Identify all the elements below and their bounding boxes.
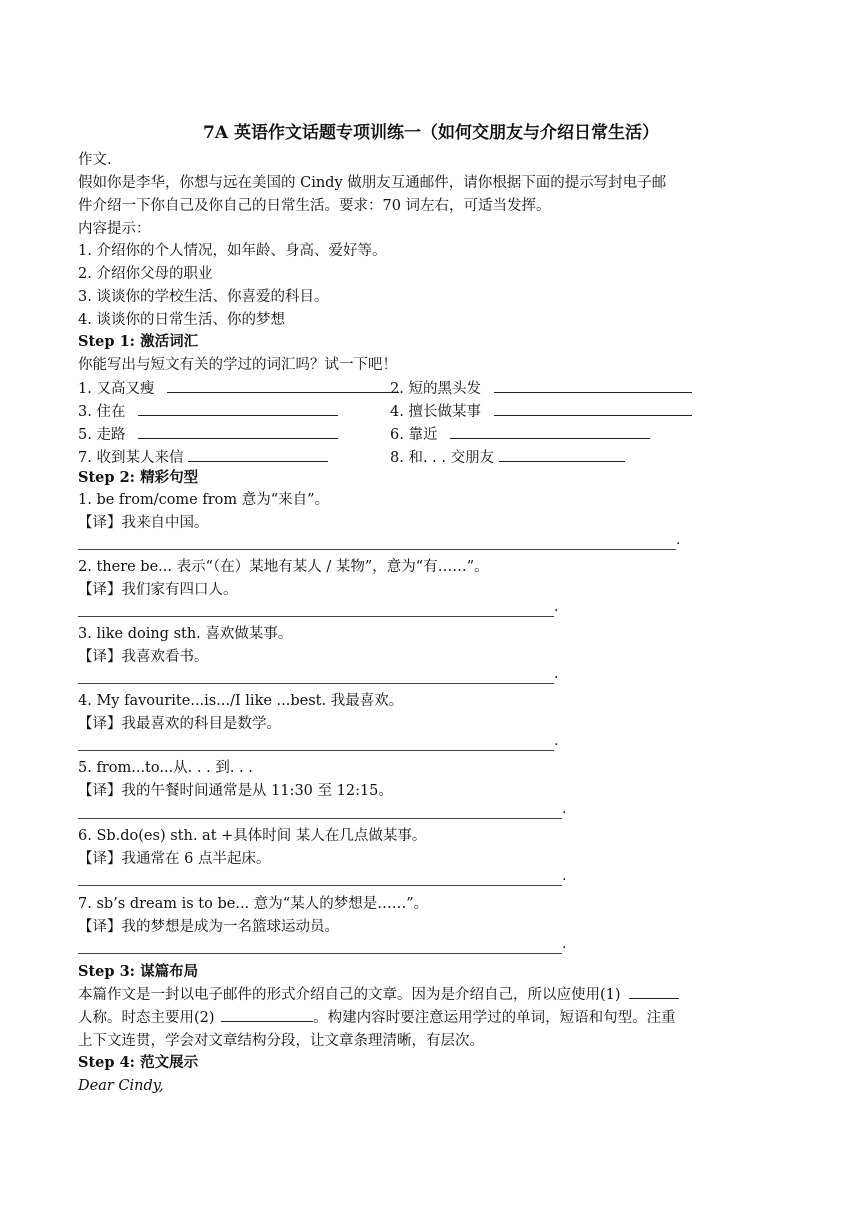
vocab-item-8 [390, 446, 625, 467]
pattern-translation: 【译】我的梦想是成为一名篮球运动员。 [78, 919, 339, 935]
vocab-blank[interactable] [138, 401, 338, 416]
letter-greeting: Dear Cindy, [78, 1078, 164, 1094]
fill-blank-1[interactable] [629, 984, 679, 999]
period-mark: . [562, 868, 567, 884]
answer-line[interactable] [78, 683, 554, 684]
step1-question: 你能写出与短文有关的学过的词汇吗？试一下吧！ [78, 357, 397, 373]
fill-blank-2[interactable] [221, 1007, 313, 1022]
pattern-item: 5. from...to...从. . . 到. . . [78, 760, 253, 776]
vocab-blank[interactable] [494, 378, 692, 393]
vocab-blank[interactable] [138, 424, 338, 439]
step3-text: 本篇作文是一封以电子邮件的形式介绍自己的文章。因为是介绍自己，所以应使用(1) [78, 987, 621, 1003]
hint-item: 3. 谈谈你的学校生活、你喜爱的科目。 [78, 289, 329, 305]
hints-label: 内容提示： [78, 221, 151, 237]
pattern-translation: 【译】我最喜欢的科目是数学。 [78, 716, 281, 732]
hint-item: 2. 介绍你父母的职业 [78, 266, 213, 282]
vocab-blank[interactable] [494, 401, 692, 416]
vocab-label: 5. 走路 [78, 427, 126, 443]
step3-text: 。构建内容时要注意运用学过的单词，短语和句型。注重 [313, 1010, 676, 1026]
pattern-translation: 【译】我的午餐时间通常是从 11:30 至 12:15。 [78, 783, 393, 799]
answer-line[interactable] [78, 549, 676, 550]
answer-line[interactable] [78, 953, 562, 954]
period-mark: . [554, 733, 559, 749]
vocab-label: 3. 住在 [78, 404, 126, 420]
vocab-label: 2. 短的黑头发 [390, 381, 481, 397]
pattern-item: 4. My favourite...is.../I like ...best. 我最喜欢。 [78, 693, 404, 709]
vocab-blank[interactable] [450, 424, 650, 439]
vocab-item-2 [390, 377, 692, 398]
step3-line-1 [78, 984, 679, 1006]
pattern-translation: 【译】我喜欢看书。 [78, 649, 209, 665]
vocab-label: 4. 擅长做某事 [390, 404, 481, 420]
prompt-line-1: 假如你是李华，你想与远在美国的 Cindy 做朋友互通邮件，请你根据下面的提示写封电子邮 [78, 175, 667, 191]
period-mark: . [676, 532, 681, 548]
period-mark: . [562, 936, 567, 952]
answer-line[interactable] [78, 750, 554, 751]
step2-heading: Step 2: 精彩句型 [78, 469, 199, 486]
hint-item: 1. 介绍你的个人情况，如年龄、身高、爱好等。 [78, 243, 387, 259]
vocab-label: 1. 又高又瘦 [78, 381, 155, 397]
prompt-line-2: 件介绍一下你自己及你自己的日常生活。要求：70 词左右，可适当发挥。 [78, 198, 551, 214]
vocab-item-4 [390, 400, 692, 421]
answer-line[interactable] [78, 818, 562, 819]
period-mark: . [554, 599, 559, 615]
pattern-item: 3. like doing sth. 喜欢做某事。 [78, 626, 293, 642]
step3-line-2 [78, 1007, 676, 1029]
vocab-blank[interactable] [499, 447, 625, 462]
vocab-blank[interactable] [167, 378, 399, 393]
period-mark: . [562, 801, 567, 817]
vocab-item-5 [78, 423, 338, 444]
step3-heading: Step 3: 谋篇布局 [78, 963, 199, 980]
vocab-item-6 [390, 423, 650, 444]
pattern-item: 7. sb’s dream is to be... 意为“某人的梦想是……”。 [78, 896, 429, 912]
pattern-item: 2. there be... 表示“（在）某地有某人 / 某物”，意为“有……”。 [78, 559, 489, 575]
vocab-label: 7. 收到某人来信 [78, 450, 184, 466]
step1-heading: Step 1: 激活词汇 [78, 333, 199, 350]
vocab-item-7 [78, 446, 328, 467]
essay-label: 作文. [78, 152, 112, 168]
step3-text: 人称。时态主要用(2) [78, 1010, 215, 1026]
vocab-blank[interactable] [188, 447, 328, 462]
answer-line[interactable] [78, 616, 554, 617]
period-mark: . [554, 666, 559, 682]
pattern-translation: 【译】我们家有四口人。 [78, 582, 238, 598]
vocab-label: 6. 靠近 [390, 427, 438, 443]
page-title: 7A 英语作文话题专项训练一（如何交朋友与介绍日常生活） [203, 123, 659, 143]
answer-line[interactable] [78, 885, 562, 886]
vocab-item-1 [78, 377, 399, 398]
step4-heading: Step 4: 范文展示 [78, 1054, 199, 1071]
pattern-item: 6. Sb.do(es) sth. at +具体时间 某人在几点做某事。 [78, 828, 427, 844]
vocab-item-3 [78, 400, 338, 421]
hint-item: 4. 谈谈你的日常生活、你的梦想 [78, 312, 285, 328]
pattern-translation: 【译】我来自中国。 [78, 515, 209, 531]
pattern-item: 1. be from/come from 意为“来自”。 [78, 492, 330, 508]
vocab-label: 8. 和. . . 交朋友 [390, 450, 495, 466]
step3-line-3: 上下文连贯，学会对文章结构分段，让文章条理清晰，有层次。 [78, 1033, 484, 1049]
pattern-translation: 【译】我通常在 6 点半起床。 [78, 851, 271, 867]
